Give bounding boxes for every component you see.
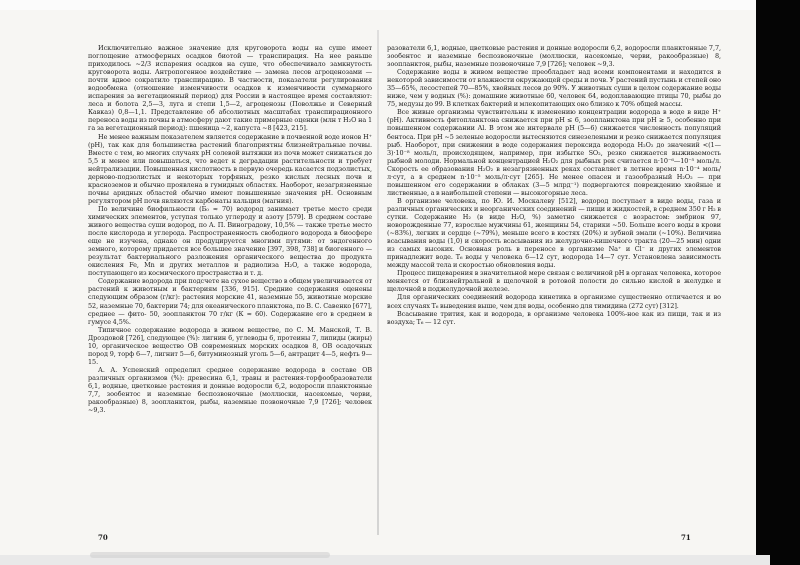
paragraph: В организме человека, по Ю. И. Москалеву [512], водород поступает в виде воды, газа и различных органических и неорганических соединений — пищи и жидкостей, в среднем 350 г H₂ в сутки. Содержание H₂ (в виде H₂O, %) заметно снижается с возрастом: эмбрион 97, новорожденные 77, взрослые мужчины 61, женщины 54, старики ~50. Больше всего воды в крови (~83%), легких и сердце (~79%), меньше всего в костях (20%) и зубной эмали (~10%). Величина всасывания воды (1,0) и скорость всасывания из желудочно-кишечного тракта (20—25 мин) одни из самых высоких. Основная роль в переносе в организме Na⁺ и Cl⁻ и других элементов принадлежит воде. T₆ воды у человека 6—12 сут, водорода 14—7 сут. Установлена зависимость между массой тела и скоростью обновления воды. bbox=[387, 196, 721, 270]
paragraph: Типичное содержание водорода в живом веществе, по С. М. Манской, Т. В. Дроздовой [726], следующее (%): лигнин 6, углеводы 6, протеины 7, липиды (жиры) 10, органическое вещество ОВ современных морских осадков 8, ОВ осадочных пород 9, торф 6—7, лигнит 5—6, битуминозный уголь 5—6, антрацит 4—5, нефть 9—15. bbox=[88, 325, 372, 366]
paragraph: Содержание водорода при подсчете на сухое вещество в общем увеличивается от растений к животным и бактериям [336, 915]. Средние содержания оценены следующим образом (г/кг): растения морские 41, наземные 55, животные морские 52, наземные 70, бактерии 74; для океанического планктона, по В. С. Савенко [677], среднее — фито- 50, зоопланктон 70 г/кг (К ≈ 60). Содержание его в среднем в гумусе 4,5%. bbox=[88, 277, 372, 326]
right-page bbox=[387, 44, 721, 326]
paragraph: Исключительно важное значение для круговорота воды на суше имеет поглощение атмосферных осадков биотой — транспирация. На нее раньше приходилось ~2/3 испарения осадков на суше, что обеспечивало замкнутость круговорота воды. Антропогенное воздействие — замена лесов агроценозами — почти вдвое сократило транспирацию. В частности, показатели регулирования водообмена (отношение изменчивости осадков к изменчивости суммарного испарения за вегетационный период) для России в настоящее время составляют: леса и болота 2,5—3, луга и степи 1,5—2, агроценозы (Поволжье и Северный Кавказ) 0,8—1,1. Представление об абсолютных масштабах транспирационного переноса воды из почвы в атмосферу дают такие примерные оценки (млн т H₂O на 1 га за вегетационный период): пшеница ~2, капуста ~8 [423, 215]. bbox=[88, 44, 372, 133]
paragraph: А. А. Успенский определил среднее содержание водорода в составе ОВ различных организмов (%): древесина 6,1, травы и растения-торфообразователи 6,1, водные, цветковые растения и донные водоросли 6,2, водоросли планктонные 7,7, зообентос и наземные беспозвоночные (моллюски, насекомые, черви, ракообразные) 8, зоопланктон, рыбы, наземные позвоночные 7,9 [726]; человек ~9,3. bbox=[88, 365, 372, 415]
paragraph: Содержание воды в живом веществе преобладает над всеми компонентами и находится в некоторой зависимости от влажности окружающей среды и почв. У растений пустынь и степей оно 35—65%, лесостепей 70—85%, хвойных лесов до 90%. У животных суши в целом содержание воды ниже, чем у водных (%): домашние животные 60, человек 64, водоплавающие птицы 70, рыбы до 75, медузы до 99. В клетках бактерий и млекопитающих оно близко к 70% общей массы. bbox=[387, 68, 721, 109]
scan-top-edge bbox=[0, 0, 800, 10]
scan-smudge bbox=[90, 552, 330, 558]
book-gutter bbox=[377, 30, 379, 535]
paragraph: разователи 6,1, водные, цветковые растения и донные водоросли 6,2, водоросли планктонные 7,7, зообентос и наземные беспозвоночные (моллюски, насекомые, черви, ракообразные) 8, зоопланктон, рыбы, наземные позвоночные 7,9 [726]; человек ~9,3. bbox=[387, 44, 721, 69]
paragraph: Для органических соединений водорода кинетика в организме существенно отличается и во всех случаях T₆ выведения выше, чем для воды, особенно для тимидина (272 сут) [312]. bbox=[387, 293, 721, 310]
paragraph: По величине биофильности (Б₀ ≈ 70) водород занимает третье место среди химических элементов, уступая только углероду и азоту [579]. В среднем составе живого вещества суши водород, по А. П. Виноградову, 10,5% — также третье место после кислорода и углерода. Распространенность свободного водорода в биосфере еще не изучена, однако он продуцируется многими путями: от эндогенного земного, которому придается все большее значение [397, 398, 738] и биогенного — результат бактериального разложения органического вещества до продукта окисления Fe, Mn и других металлов и радиолиза H₂O, а также водорода, поступающего из космического пространства и т. д. bbox=[88, 204, 372, 278]
paragraph: Процесс пищеварения в значительной мере связан с величиной pH в органах человека, которое меняется от близнейтральной в щелочной в ротовой полости до сильно кислой в желудке и щелочной в поджелудочной железе. bbox=[387, 269, 721, 294]
paragraph: Всасывание трития, как и водорода, в организме человека 100%-ное как из пищи, так и из воздуха; T₆ — 12 сут. bbox=[387, 309, 721, 326]
paragraph: Не менее важным показателем является содержание в почвенной воде ионов H⁺ (pH), так как для большинства растений благоприятны близнейтральные почвы. Вместе с тем, во многих случаях pH солевой вытяжки из почв может снижаться до 5,5 и менее или повышаться, что ведет к деградации растительности и требует нейтрализации. Повышенная кислотность в первую очередь касается подзолистых, дерново-подзолистых и некоторых торфяных, резко кислых лесных почв и красноземов и обычно проявлена в гумидных областях. Наоборот, незагрязненные почвы аридных областей обычно имеют повышенные значения pH. Основным регулятором pH почв являются карбонаты кальция (магния). bbox=[88, 132, 372, 205]
left-page bbox=[88, 44, 372, 414]
scanner-dark-edge bbox=[756, 0, 800, 565]
left-page-number: 70 bbox=[98, 533, 108, 542]
right-page-number: 71 bbox=[681, 533, 691, 542]
paragraph: Все живые организмы чувствительны к изменению концентрации водорода в воде в виде H⁺ (pH). Активность фитопланктона снижается при pH ≤ 6, зоопланктона при pH ≥ 5, особенно при повышенном содержании Al. В этом же интервале pH (5—6) снижается численность популяций бентоса. При pH ~5 зеленые водоросли вытесняются синезелеными и резко снижается популяция рыб. Наоборот, при снижении в воде содержания пероксида водорода H₂O₂ до значений <(1—3)·10⁻⁸ моль/л, происходящем, например, при избытке SO₂, резко снижается выживаемость рыбной молоди. Нормальной концентрацией H₂O₂ для рыбных рек считается n·10⁻⁶—10⁻⁵ моль/л. Скорость ее образования H₂O₂ в незагрязненных реках составляет в летнее время n·10⁻⁴ моль/л·сут, а в среднем n·10⁻⁵ моль/л·сут [265]. Не менее опасен и газообразный H₂O₂ — при повышенном его содержании в облаках (3—5 млрд⁻¹) подвергаются повреждению хвойные и лиственные, а в наибольшей степени — высокогорные леса. bbox=[387, 108, 721, 197]
